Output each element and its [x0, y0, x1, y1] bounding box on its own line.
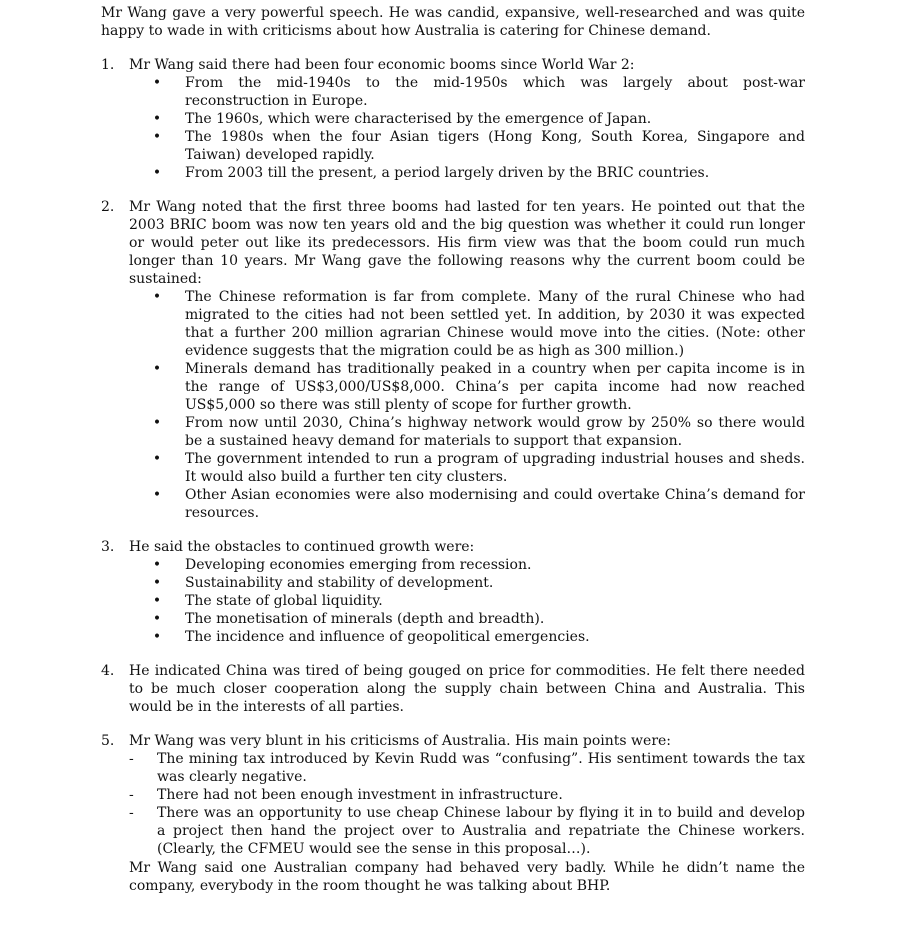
closing-paragraph: Mr Wang said one Australian company had behaved very badly. While he didn’t name the company, everybody in the room thought he was talking about BHP.: [129, 860, 805, 894]
bullet-text: Minerals demand has traditionally peaked in a country when per capita income is in the range of US$3,000/US$8,000. China’s per capita income had now reached US$5,000 so there was still plenty of scope for further growth.: [185, 361, 805, 413]
bullet-icon: •: [152, 611, 162, 627]
item-content: [129, 732, 805, 895]
bullet-text: Developing economies emerging from recession.: [185, 557, 532, 573]
bullet-item: [129, 592, 805, 610]
bullet-text: The Chinese reformation is far from complete. Many of the rural Chinese who had migrated to the cities had not been settled yet. In addition, by 2030 it was expected that a further 200 million agrarian Chinese would move into the cities. (Note: other evidence suggests that the migration could be as high as 300 million.): [185, 289, 805, 359]
bullet-item: [129, 628, 805, 646]
bullet-text: From now until 2030, China’s highway network would grow by 250% so there would be a sustained heavy demand for materials to support that expansion.: [185, 415, 805, 449]
bullet-icon: •: [152, 165, 162, 181]
dash-list: [129, 750, 805, 858]
bullet-text: Other Asian economies were also modernising and could overtake China’s demand for resources.: [185, 487, 805, 521]
bullet-icon: •: [152, 129, 162, 145]
bullet-item: [129, 164, 805, 182]
bullet-icon: •: [152, 575, 162, 591]
bullet-text: The incidence and influence of geopolitical emergencies.: [185, 629, 590, 645]
item-text: Mr Wang noted that the first three booms had lasted for ten years. He pointed out that the 2003 BRIC boom was now ten years old and the big question was whether it could run longer or would peter out like its predecessors. His firm view was that the boom could run much longer than 10 years. Mr Wang gave the following reasons why the current boom could be sustained:: [129, 199, 805, 287]
bullet-text: There had not been enough investment in infrastructure.: [157, 787, 563, 803]
bullet-item: [129, 574, 805, 592]
dash-item: [129, 804, 805, 858]
dash-icon: -: [129, 805, 134, 821]
bullet-text: There was an opportunity to use cheap Chinese labour by flying it in to build and develop a project then hand the project over to Australia and repatriate the Chinese workers. (Clearly, the CFMEU would see the sense in this proposal…).: [157, 805, 805, 857]
list-item-2: [101, 198, 805, 522]
list-item-3: [101, 538, 805, 646]
bullet-text: The 1960s, which were characterised by the emergence of Japan.: [185, 111, 652, 127]
bullet-icon: •: [152, 361, 162, 377]
bullet-item: [129, 128, 805, 164]
bullet-icon: •: [152, 75, 162, 91]
item-number: 5.: [101, 733, 115, 749]
bullet-text: The mining tax introduced by Kevin Rudd was “confusing”. His sentiment towards the tax was clearly negative.: [157, 751, 805, 785]
bullet-icon: •: [152, 415, 162, 431]
list-item-4: [101, 662, 805, 716]
bullet-list: [129, 556, 805, 646]
bullet-text: Sustainability and stability of development.: [185, 575, 494, 591]
intro-paragraph: Mr Wang gave a very powerful speech. He was candid, expansive, well-researched and was quite happy to wade in with criticisms about how Australia is catering for Chinese demand.: [101, 5, 805, 39]
dash-item: [129, 750, 805, 786]
bullet-icon: •: [152, 289, 162, 305]
bullet-item: [129, 288, 805, 360]
bullet-text: From the mid-1940s to the mid-1950s which was largely about post-war reconstruction in Europe.: [185, 75, 805, 109]
bullet-icon: •: [152, 593, 162, 609]
list-item-5: [101, 732, 805, 895]
item-text: Mr Wang said there had been four economic booms since World War 2:: [129, 57, 635, 73]
bullet-icon: •: [152, 487, 162, 503]
item-number: 1.: [101, 57, 115, 73]
bullet-text: From 2003 till the present, a period largely driven by the BRIC countries.: [185, 165, 710, 181]
bullet-list: [129, 74, 805, 182]
bullet-text: The monetisation of minerals (depth and breadth).: [185, 611, 545, 627]
bullet-item: [129, 556, 805, 574]
list-item-1: [101, 56, 805, 182]
bullet-icon: •: [152, 557, 162, 573]
bullet-item: [129, 360, 805, 414]
bullet-item: [129, 486, 805, 522]
bullet-text: The government intended to run a program of upgrading industrial houses and sheds. It would also build a further ten city clusters.: [185, 451, 805, 485]
item-number: 3.: [101, 539, 115, 555]
bullet-item: [129, 610, 805, 628]
item-text: He said the obstacles to continued growth were:: [129, 539, 475, 555]
dash-icon: -: [129, 787, 134, 803]
bullet-text: The state of global liquidity.: [185, 593, 383, 609]
bullet-list: [129, 288, 805, 522]
bullet-item: [129, 414, 805, 450]
bullet-item: [129, 74, 805, 110]
item-number: 2.: [101, 199, 115, 215]
bullet-item: [129, 450, 805, 486]
item-number: 4.: [101, 663, 115, 679]
item-text: He indicated China was tired of being gouged on price for commodities. He felt there needed to be much closer cooperation along the supply chain between China and Australia. This would be in the interests of all parties.: [129, 663, 805, 715]
bullet-icon: •: [152, 629, 162, 645]
item-text: Mr Wang was very blunt in his criticisms of Australia. His main points were:: [129, 733, 672, 749]
bullet-text: The 1980s when the four Asian tigers (Hong Kong, South Korea, Singapore and Taiwan) developed rapidly.: [185, 129, 805, 163]
dash-icon: -: [129, 751, 134, 767]
item-content: [129, 56, 805, 182]
item-content: [129, 198, 805, 522]
dash-item: [129, 786, 805, 804]
bullet-icon: •: [152, 111, 162, 127]
bullet-icon: •: [152, 451, 162, 467]
item-content: [129, 538, 805, 646]
bullet-item: [129, 110, 805, 128]
item-content: [129, 662, 805, 716]
